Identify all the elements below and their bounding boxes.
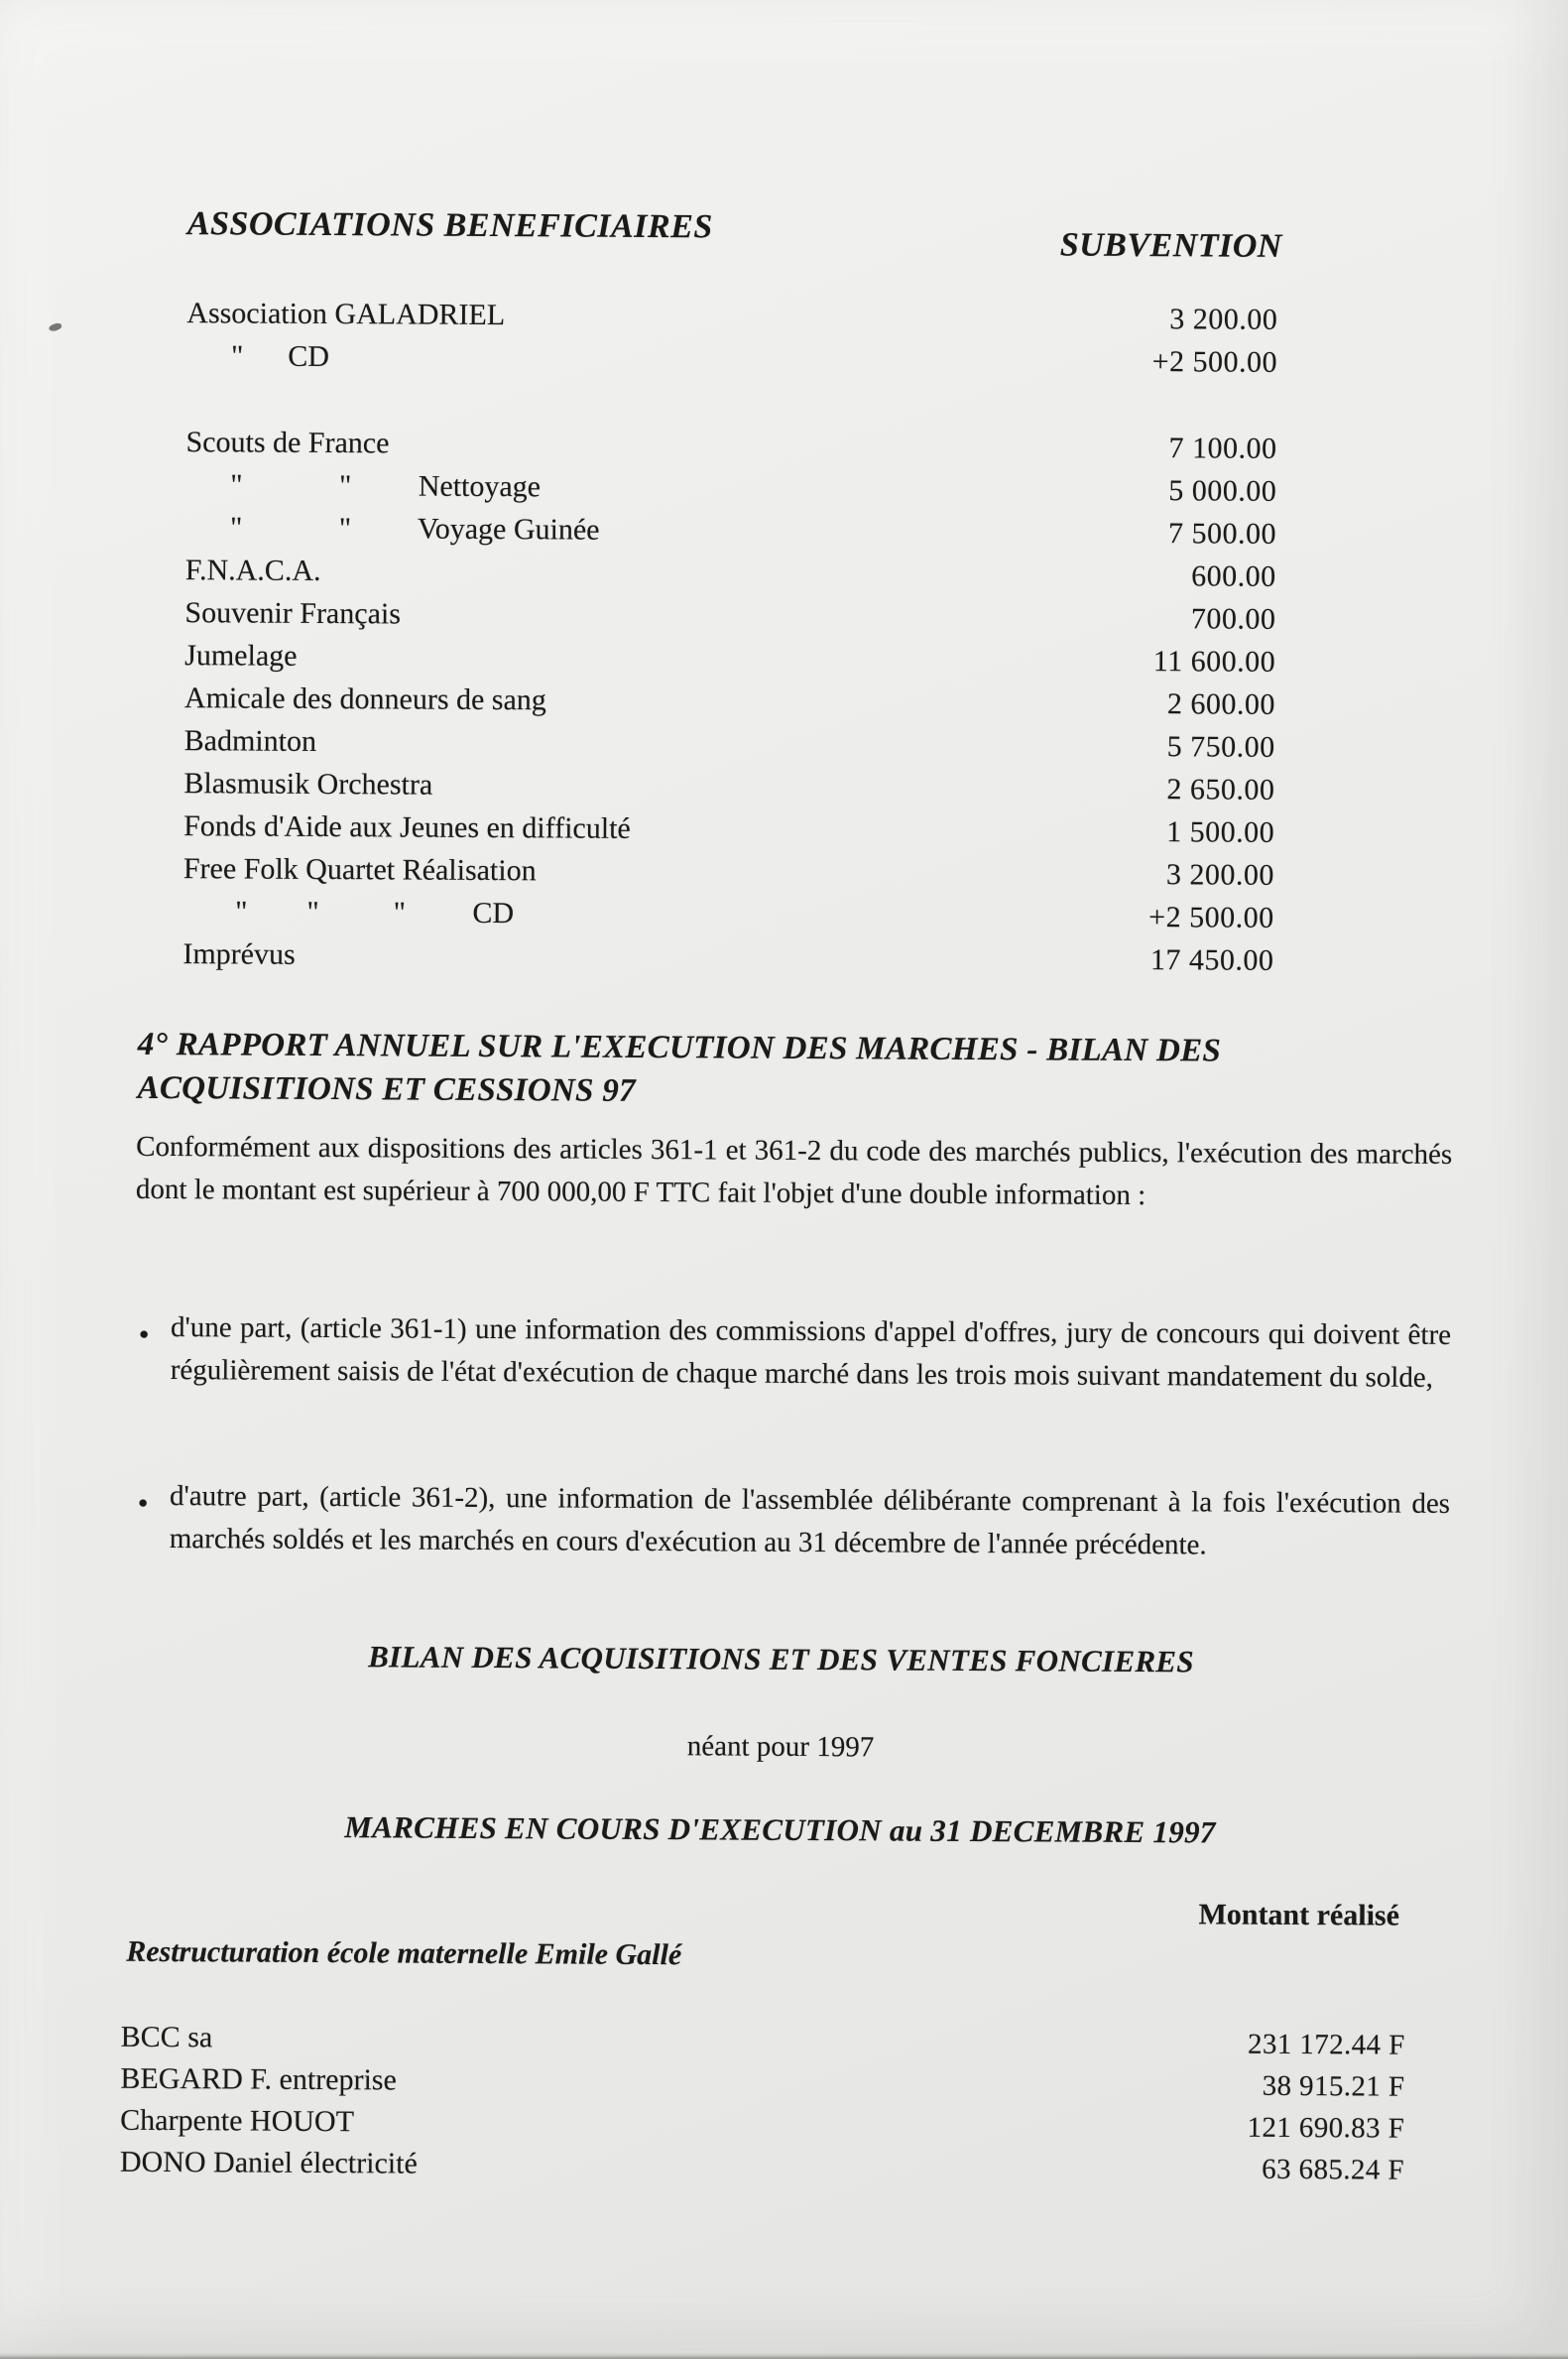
company-amount: 63 685.24 F bbox=[1262, 2153, 1405, 2186]
subvention-amount: 7 500.00 bbox=[1167, 517, 1277, 551]
montant-realise-header: Montant réalisé bbox=[1198, 1898, 1400, 1932]
subvention-amount: 700.00 bbox=[1190, 602, 1276, 636]
association-name: Jumelage bbox=[184, 639, 298, 673]
association-name: Free Folk Quartet Réalisation bbox=[182, 852, 537, 888]
association-name: " " Nettoyage bbox=[185, 468, 542, 504]
subvention-amount: 3 200.00 bbox=[1165, 858, 1274, 892]
subvention-amount: 600.00 bbox=[1191, 559, 1276, 593]
subvention-row bbox=[185, 554, 1276, 603]
neant-note: néant pour 1997 bbox=[686, 1730, 875, 1764]
subvention-amount: 5 000.00 bbox=[1168, 474, 1277, 508]
company-name: BCC sa bbox=[120, 2020, 213, 2054]
subvention-row bbox=[183, 852, 1274, 902]
company-name: Charpente HOUOT bbox=[120, 2103, 355, 2139]
association-name: Scouts de France bbox=[185, 426, 390, 460]
subvention-amount: +2 500.00 bbox=[1148, 901, 1274, 934]
bullet-item-1: ● d'une part, (article 361-1) une information des commissions d'appel d'offres, jury de concours qui doivent être régulièrement saisis de l'état d'exécution de chaque marché dans les trois mois suivant mandatement du solde, bbox=[135, 1306, 1452, 1400]
association-name: " " " CD bbox=[182, 895, 515, 931]
company-name: BEGARD F. entreprise bbox=[120, 2061, 397, 2097]
subvention-header: SUBVENTION bbox=[1059, 226, 1283, 265]
marches-heading: MARCHES EN COURS D'EXECUTION au 31 DECEMBRE 1997 bbox=[344, 1809, 1216, 1850]
subvention-amount: 1 500.00 bbox=[1166, 815, 1275, 849]
bullet-item-2: ● d'autre part, (article 361-2), une information de l'assemblée délibérante comprenant à la fois l'exécution des marchés soldés et les marchés en cours d'exécution au 31 décembre de l'année précédente. bbox=[134, 1475, 1451, 1568]
subvention-amount: 7 100.00 bbox=[1168, 432, 1277, 465]
page-bottom-shadow bbox=[0, 2352, 1568, 2359]
association-name: " CD bbox=[185, 339, 330, 374]
company-amount: 231 172.44 F bbox=[1247, 2028, 1405, 2061]
association-name: Fonds d'Aide aux Jeunes en difficulté bbox=[183, 809, 631, 845]
association-name: Souvenir Français bbox=[184, 596, 402, 631]
subvention-amount: 5 750.00 bbox=[1166, 730, 1275, 764]
subvention-row bbox=[186, 339, 1277, 389]
subvention-row bbox=[185, 468, 1276, 518]
association-name: Blasmusik Orchestra bbox=[183, 767, 433, 802]
association-name: F.N.A.C.A. bbox=[184, 554, 321, 587]
subvention-row bbox=[186, 297, 1277, 346]
subvention-row bbox=[184, 682, 1275, 731]
association-name: Association GALADRIEL bbox=[186, 297, 506, 332]
company-amount: 38 915.21 F bbox=[1262, 2069, 1405, 2103]
subvention-amount: 3 200.00 bbox=[1169, 303, 1278, 336]
associations-header: ASSOCIATIONS BENEFICIAIRES bbox=[186, 205, 713, 246]
subvention-amount: 2 650.00 bbox=[1166, 773, 1275, 807]
intro-paragraph: Conformément aux dispositions des articles 361-1 et 361-2 du code des marchés publics, l'exécution des marchés dont le montant est supérieur à 700 000,00 F TTC fait l'objet d'une double information : bbox=[135, 1130, 1453, 1212]
subventions-table bbox=[182, 297, 1277, 987]
bilan-heading: BILAN DES ACQUISITIONS ET DES VENTES FONCIERES bbox=[368, 1639, 1195, 1679]
subvention-row bbox=[185, 426, 1276, 475]
ink-speck bbox=[49, 322, 62, 331]
project-title: Restructuration école maternelle Emile Gallé bbox=[126, 1934, 682, 1972]
company-row bbox=[120, 2146, 1404, 2195]
company-amount: 121 690.83 F bbox=[1247, 2111, 1405, 2145]
subvention-row bbox=[183, 767, 1274, 816]
report-title-line2: ACQUISITIONS ET CESSIONS 97 bbox=[137, 1069, 637, 1109]
association-name: Amicale des donneurs de sang bbox=[183, 682, 546, 717]
subvention-amount: 11 600.00 bbox=[1152, 645, 1276, 679]
association-name: " " Voyage Guinée bbox=[184, 511, 600, 547]
subvention-row bbox=[184, 724, 1275, 774]
marches-table bbox=[120, 2021, 1405, 2195]
association-name: Imprévus bbox=[182, 937, 296, 971]
subvention-row bbox=[182, 937, 1273, 987]
subvention-row bbox=[184, 639, 1275, 688]
association-name: Badminton bbox=[183, 724, 317, 758]
subvention-amount: 17 450.00 bbox=[1149, 943, 1274, 977]
report-title bbox=[137, 1023, 1348, 1117]
subvention-amount: 2 600.00 bbox=[1166, 687, 1276, 721]
company-name: DONO Daniel électricité bbox=[119, 2145, 418, 2180]
subvention-row bbox=[182, 895, 1273, 944]
subvention-amount: +2 500.00 bbox=[1151, 345, 1278, 379]
subvention-row bbox=[183, 809, 1274, 859]
report-title-line1: 4° RAPPORT ANNUEL SUR L'EXECUTION DES MARCHES - BILAN DES bbox=[137, 1026, 1222, 1069]
subvention-row bbox=[185, 511, 1276, 560]
subvention-row bbox=[184, 596, 1275, 646]
